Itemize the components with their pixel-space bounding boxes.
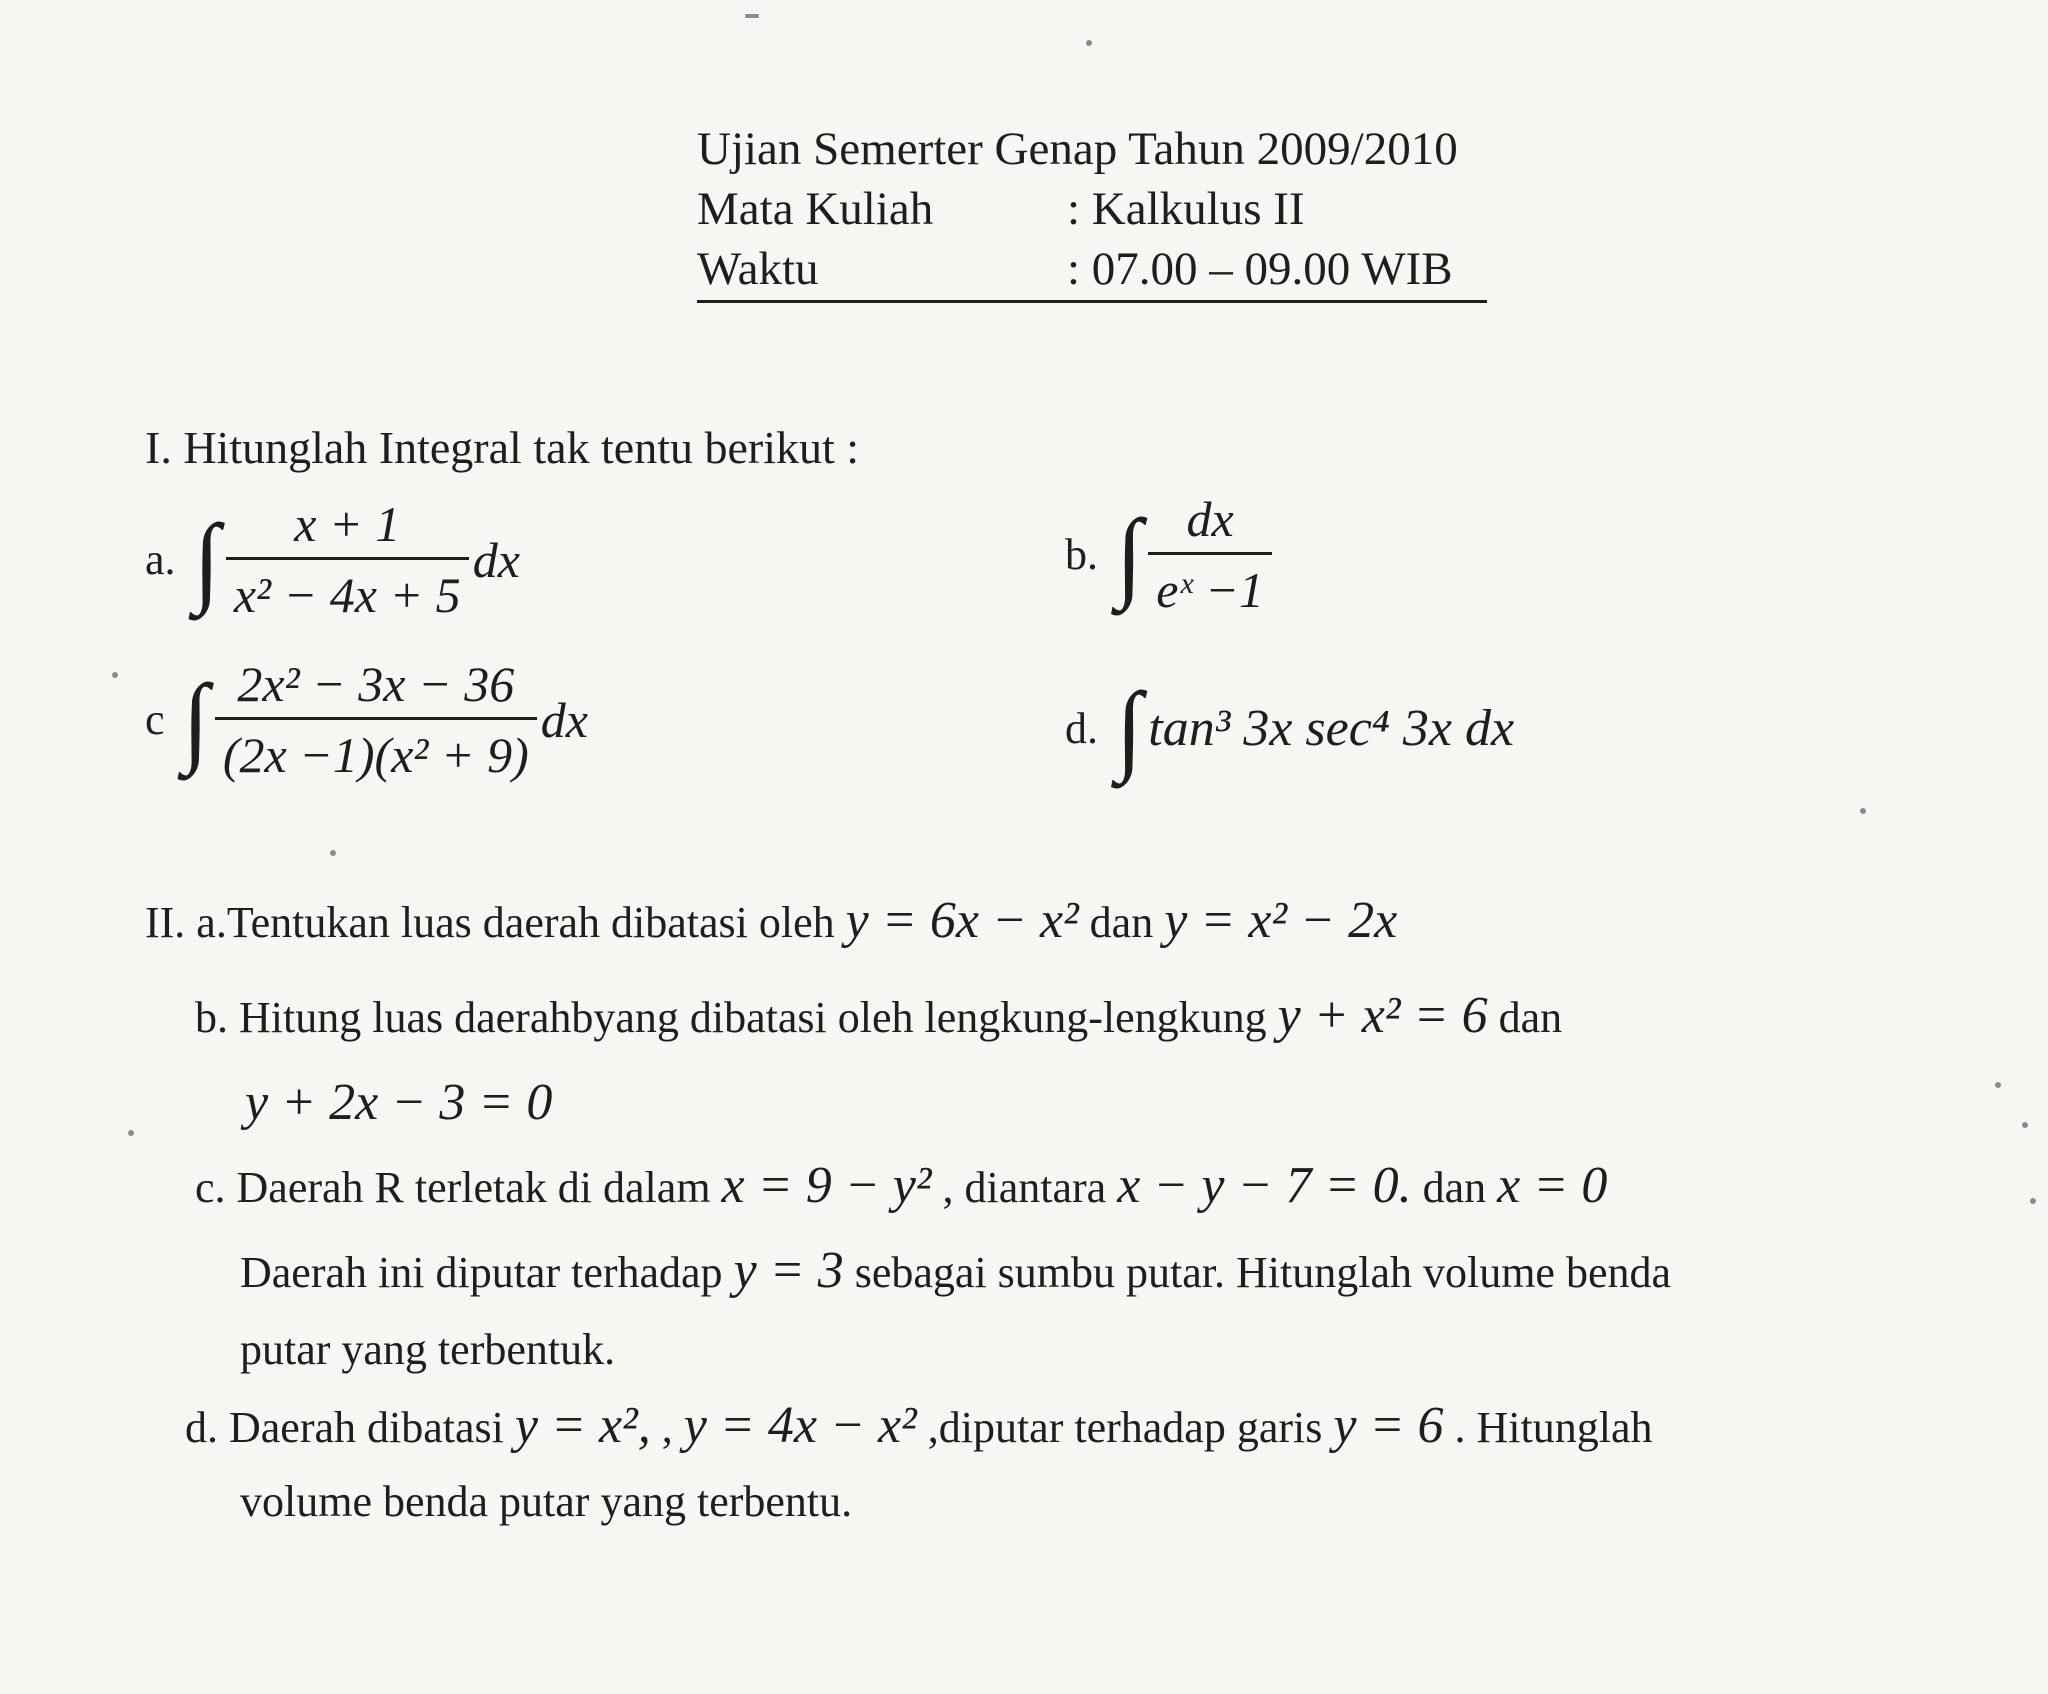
- fraction-b: [1148, 490, 1272, 619]
- time-row: [697, 236, 1487, 303]
- section-2b-eq1: y + x² = 6: [1277, 987, 1488, 1044]
- section-2d-line2: volume benda putar yang terbentu.: [240, 1477, 853, 1526]
- section-1-title: I. Hitunglah Integral tak tentu berikut :: [145, 422, 860, 473]
- fraction-b-numerator: dx: [1186, 491, 1234, 547]
- fraction-a: [226, 495, 469, 624]
- section-2d-suffix: . Hitunglah: [1454, 1403, 1653, 1452]
- fraction-c-denominator: (2x −1)(x² + 9): [215, 717, 537, 784]
- scan-speck: [1995, 1082, 2001, 1088]
- section-2c-line2-prefix: Daerah ini diputar terhadap: [240, 1248, 723, 1297]
- integral-item-a: [145, 495, 520, 624]
- section-2c-eq4: y = 3: [733, 1242, 844, 1299]
- exam-title: [697, 116, 1487, 176]
- time-label: Waktu: [697, 243, 819, 295]
- section-2b-prefix: b. Hitung luas daerahbyang dibatasi oleh lengkung-lengkung: [195, 993, 1267, 1042]
- integral-sign-icon: ∫: [182, 662, 209, 776]
- section-2b-mid: dan: [1498, 993, 1563, 1042]
- integral-item-b: [1065, 490, 1272, 619]
- section-2c-line2-suffix: sebagai sumbu putar. Hitunglah volume benda: [854, 1248, 1672, 1297]
- section-2d-eq2: y = 4x − x²: [683, 1397, 917, 1454]
- integral-sign-icon: ∫: [1116, 671, 1143, 784]
- integral-item-c: [145, 655, 588, 784]
- item-a-dx: dx: [472, 531, 520, 588]
- fraction-a-denominator: x² − 4x + 5: [226, 557, 469, 624]
- section-2a-prefix: II. a.Tentukan luas daerah dibatasi oleh: [145, 898, 835, 947]
- section-2b-eq2: y + 2x − 3 = 0: [245, 1074, 553, 1131]
- course-row: [697, 176, 1487, 236]
- scan-speck: [112, 672, 118, 678]
- scan-speck: [2022, 1122, 2028, 1128]
- integral-sign-icon: ∫: [1116, 497, 1143, 611]
- fraction-c-numerator: 2x² − 3x − 36: [237, 656, 515, 712]
- course-label: Mata Kuliah: [697, 183, 934, 235]
- section-2d-mid: ,diputar terhadap garis: [927, 1403, 1323, 1452]
- scan-speck: [2030, 1198, 2036, 1204]
- fraction-c: [215, 655, 537, 784]
- section-2b-line2: [245, 1074, 553, 1131]
- section-2a-eq1: y = 6x − x²: [845, 892, 1079, 949]
- section-2c: [195, 1157, 1608, 1214]
- section-2a-eq2: y = x² − 2x: [1164, 892, 1398, 949]
- section-2c-eq1: x = 9 − y²: [721, 1157, 932, 1214]
- course-value: : Kalkulus II: [1067, 183, 1305, 235]
- section-2c-line3: putar yang terbentuk.: [240, 1325, 616, 1374]
- section-2c-line2: [240, 1242, 1672, 1299]
- section-2d-eq3: y = 6: [1333, 1397, 1444, 1454]
- scan-speck: [745, 14, 759, 18]
- section-2a: [145, 892, 1398, 949]
- exam-title-text: Ujian Semerter Genap Tahun 2009/2010: [697, 123, 1458, 175]
- section-2d-eq1: y = x²,: [514, 1397, 651, 1454]
- section-2b: [195, 987, 1563, 1044]
- section-2c-mid1: , diantara: [942, 1163, 1107, 1212]
- item-c-dx: dx: [540, 691, 588, 748]
- section-2c-eq2: x − y − 7 = 0.: [1117, 1157, 1412, 1214]
- section-2d-sep: ,: [661, 1403, 673, 1452]
- exam-header: [697, 116, 1487, 303]
- time-value: : 07.00 – 09.00 WIB: [1067, 243, 1453, 295]
- section-2c-mid2: dan: [1422, 1163, 1487, 1212]
- scan-speck: [1860, 808, 1866, 814]
- integral-sign-icon: ∫: [193, 502, 220, 616]
- integral-item-d: [1065, 671, 1515, 784]
- fraction-a-numerator: x + 1: [294, 496, 401, 552]
- section-2d-prefix: d. Daerah dibatasi: [185, 1403, 504, 1452]
- item-d-expression: tan³ 3x sec⁴ 3x dx: [1148, 699, 1515, 757]
- item-a-label: a.: [145, 535, 176, 584]
- section-2c-eq3: x = 0: [1497, 1157, 1608, 1214]
- fraction-b-denominator: eˣ −1: [1148, 552, 1272, 619]
- section-2c-prefix: c. Daerah R terletak di dalam: [195, 1163, 711, 1212]
- section-2d: [185, 1397, 1653, 1454]
- scan-speck: [330, 850, 336, 856]
- item-d-label: d.: [1065, 703, 1098, 753]
- item-b-label: b.: [1065, 530, 1098, 579]
- section-2a-mid: dan: [1089, 898, 1154, 947]
- scan-speck: [128, 1130, 134, 1136]
- item-c-label: c: [145, 695, 165, 744]
- scan-speck: [1086, 40, 1092, 46]
